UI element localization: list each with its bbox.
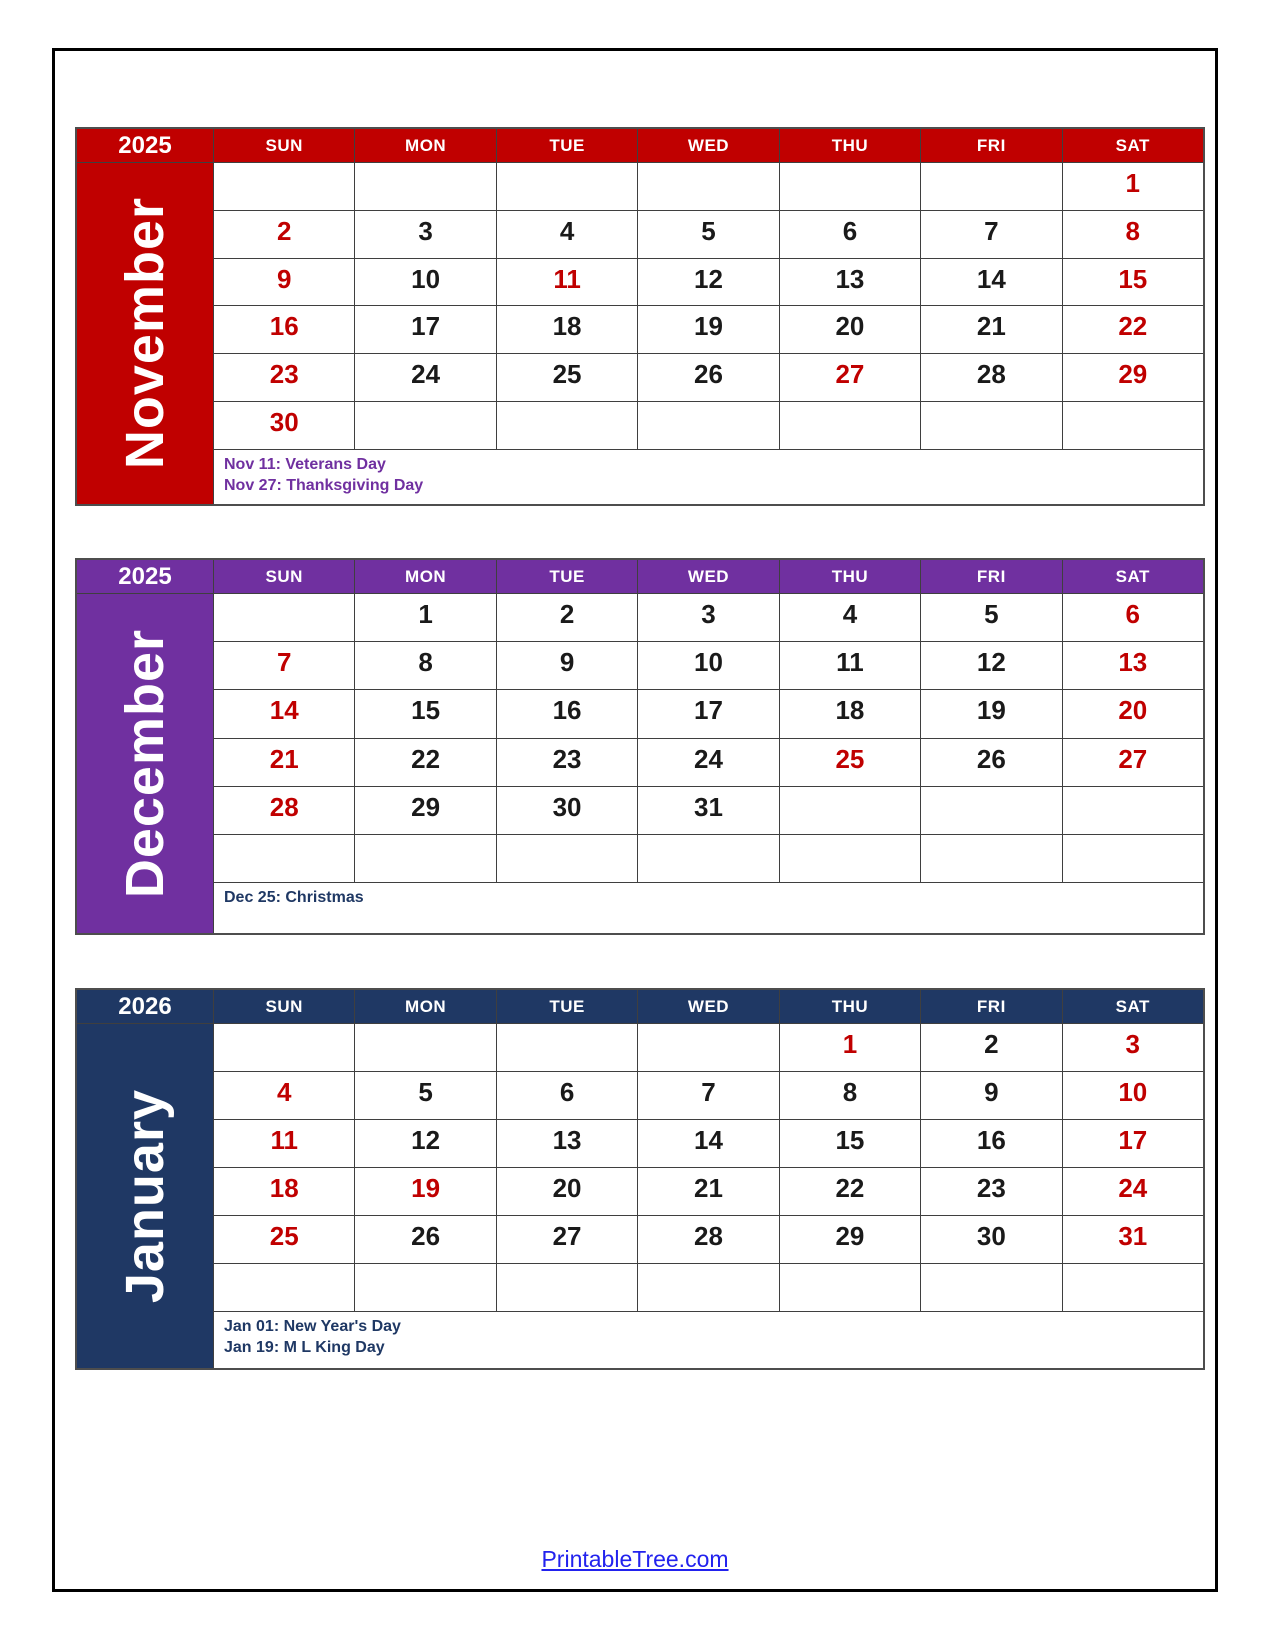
day-cell-empty <box>780 787 920 834</box>
day-number: 4 <box>559 215 575 246</box>
day-number: 22 <box>835 1173 865 1203</box>
day-number: 11 <box>836 647 864 678</box>
day-number: 16 <box>976 1125 1006 1155</box>
day-cell-empty <box>497 1264 637 1311</box>
day-cell-empty <box>638 835 778 882</box>
day-cell-empty <box>355 402 495 449</box>
day-number: 3 <box>418 215 433 246</box>
day-number: 31 <box>1118 1221 1148 1251</box>
day-number: 19 <box>976 695 1006 726</box>
day-cell-november-22 <box>1063 306 1203 353</box>
day-cell-empty <box>214 594 354 641</box>
day-cell-november-25 <box>497 354 637 401</box>
day-cell-january-1 <box>780 1024 920 1071</box>
day-cell-november-20 <box>780 306 920 353</box>
day-cell-empty <box>214 163 354 210</box>
day-number: 20 <box>552 1173 582 1203</box>
day-number: 10 <box>411 263 441 294</box>
day-number: 24 <box>411 359 441 390</box>
day-cell-december-14 <box>214 690 354 737</box>
calendar-january-2026 <box>75 988 1205 1370</box>
day-number: 31 <box>694 791 723 822</box>
weekday-header-tue: TUE <box>497 990 637 1023</box>
day-cell-december-21 <box>214 739 354 786</box>
weekday-header-mon: MON <box>355 129 495 162</box>
day-number: 26 <box>694 359 723 390</box>
day-cell-january-8 <box>780 1072 920 1119</box>
day-cell-december-30 <box>497 787 637 834</box>
day-number: 13 <box>552 1125 582 1155</box>
day-cell-december-22 <box>355 739 495 786</box>
day-cell-empty <box>497 163 637 210</box>
day-number: 29 <box>835 1221 865 1251</box>
day-number: 13 <box>1118 647 1148 678</box>
day-cell-january-29 <box>780 1216 920 1263</box>
day-cell-january-3 <box>1063 1024 1203 1071</box>
day-cell-january-14 <box>638 1120 778 1167</box>
holiday-notes <box>214 1312 1203 1368</box>
weekday-header-mon: MON <box>355 990 495 1023</box>
day-cell-november-24 <box>355 354 495 401</box>
day-number: 7 <box>701 1077 716 1107</box>
day-cell-january-24 <box>1063 1168 1203 1215</box>
day-cell-december-5 <box>921 594 1061 641</box>
day-cell-december-15 <box>355 690 495 737</box>
year-label: 2025 <box>77 560 213 593</box>
holiday-note: Jan 19: M L King Day <box>224 1338 385 1356</box>
day-number: 2 <box>984 1029 999 1059</box>
day-cell-empty <box>638 1264 778 1311</box>
weekday-header-thu: THU <box>780 560 920 593</box>
day-cell-november-6 <box>780 211 920 258</box>
weekday-header-fri: FRI <box>921 129 1061 162</box>
day-cell-november-3 <box>355 211 495 258</box>
day-number: 5 <box>984 599 999 629</box>
day-number: 25 <box>835 743 865 774</box>
weekday-header-sun: SUN <box>214 990 354 1023</box>
day-number: 16 <box>269 311 299 342</box>
day-cell-november-14 <box>921 259 1061 306</box>
day-number: 8 <box>418 647 433 678</box>
day-cell-november-29 <box>1063 354 1203 401</box>
day-cell-empty <box>214 1264 354 1311</box>
day-number: 20 <box>1118 695 1148 726</box>
day-number: 30 <box>269 407 299 438</box>
day-cell-empty <box>780 402 920 449</box>
day-cell-empty <box>355 835 495 882</box>
day-cell-november-15 <box>1063 259 1203 306</box>
day-cell-november-13 <box>780 259 920 306</box>
day-cell-december-3 <box>638 594 778 641</box>
holiday-notes <box>214 883 1203 933</box>
calendar-grid <box>75 988 1205 1370</box>
day-cell-november-7 <box>921 211 1061 258</box>
day-number: 4 <box>276 1077 292 1107</box>
day-number: 19 <box>694 311 723 342</box>
day-number: 15 <box>1118 263 1148 294</box>
holiday-note: Nov 27: Thanksgiving Day <box>224 476 424 494</box>
day-cell-december-4 <box>780 594 920 641</box>
day-cell-empty <box>780 1264 920 1311</box>
day-cell-november-18 <box>497 306 637 353</box>
day-cell-january-4 <box>214 1072 354 1119</box>
day-cell-november-9 <box>214 259 354 306</box>
day-number: 21 <box>694 1173 723 1203</box>
day-number: 30 <box>976 1221 1006 1251</box>
day-number: 9 <box>276 263 292 294</box>
day-number: 21 <box>269 743 299 774</box>
day-cell-january-18 <box>214 1168 354 1215</box>
day-cell-november-10 <box>355 259 495 306</box>
day-number: 17 <box>694 695 723 726</box>
day-number: 28 <box>694 1221 723 1251</box>
holiday-note: Dec 25: Christmas <box>224 889 364 906</box>
day-cell-empty <box>921 163 1061 210</box>
day-cell-empty <box>780 835 920 882</box>
month-name-block <box>77 594 213 933</box>
day-cell-empty <box>638 1024 778 1071</box>
day-cell-january-11 <box>214 1120 354 1167</box>
day-cell-january-5 <box>355 1072 495 1119</box>
day-number: 22 <box>411 743 441 774</box>
month-name-label: December <box>115 628 175 899</box>
weekday-header-tue: TUE <box>497 129 637 162</box>
weekday-header-sun: SUN <box>214 129 354 162</box>
day-cell-january-19 <box>355 1168 495 1215</box>
day-number: 23 <box>552 743 582 774</box>
day-number: 8 <box>1125 215 1141 246</box>
day-cell-empty <box>1063 835 1203 882</box>
day-cell-january-31 <box>1063 1216 1203 1263</box>
day-cell-december-18 <box>780 690 920 737</box>
day-cell-january-10 <box>1063 1072 1203 1119</box>
day-cell-january-6 <box>497 1072 637 1119</box>
day-cell-empty <box>921 1264 1061 1311</box>
day-number: 1 <box>1125 168 1141 198</box>
day-number: 27 <box>552 1221 582 1251</box>
day-cell-december-11 <box>780 642 920 689</box>
printabletree-link[interactable]: PrintableTree.com <box>541 1546 729 1572</box>
day-number: 23 <box>976 1173 1006 1203</box>
day-number: 27 <box>1118 743 1148 774</box>
day-cell-december-31 <box>638 787 778 834</box>
day-cell-january-7 <box>638 1072 778 1119</box>
day-cell-december-6 <box>1063 594 1203 641</box>
day-number: 3 <box>701 599 716 629</box>
day-cell-empty <box>921 835 1061 882</box>
day-cell-january-15 <box>780 1120 920 1167</box>
weekday-header-mon: MON <box>355 560 495 593</box>
day-cell-empty <box>497 402 637 449</box>
day-cell-empty <box>355 163 495 210</box>
day-number: 3 <box>1125 1029 1141 1059</box>
day-number: 12 <box>411 1125 441 1155</box>
weekday-header-thu: THU <box>780 129 920 162</box>
weekday-header-wed: WED <box>638 990 778 1023</box>
day-cell-january-21 <box>638 1168 778 1215</box>
day-cell-november-11 <box>497 259 637 306</box>
day-cell-december-13 <box>1063 642 1203 689</box>
weekday-header-fri: FRI <box>921 990 1061 1023</box>
day-number: 1 <box>842 1029 858 1059</box>
day-number: 8 <box>842 1077 858 1107</box>
day-number: 15 <box>835 1125 865 1155</box>
calendar-december-2025 <box>75 558 1205 935</box>
day-cell-december-28 <box>214 787 354 834</box>
year-label: 2025 <box>77 129 213 162</box>
day-cell-january-26 <box>355 1216 495 1263</box>
day-cell-december-23 <box>497 739 637 786</box>
day-cell-december-16 <box>497 690 637 737</box>
day-cell-november-17 <box>355 306 495 353</box>
day-cell-empty <box>214 1024 354 1071</box>
day-cell-december-19 <box>921 690 1061 737</box>
day-cell-november-21 <box>921 306 1061 353</box>
day-cell-january-23 <box>921 1168 1061 1215</box>
day-number: 9 <box>559 647 575 678</box>
day-cell-january-2 <box>921 1024 1061 1071</box>
day-number: 13 <box>835 263 865 294</box>
month-name-label: November <box>115 197 175 470</box>
day-number: 4 <box>842 599 858 629</box>
day-cell-empty <box>638 402 778 449</box>
weekday-header-wed: WED <box>638 560 778 593</box>
day-cell-january-30 <box>921 1216 1061 1263</box>
day-number: 7 <box>276 647 292 678</box>
day-number: 11 <box>553 263 581 294</box>
day-cell-january-16 <box>921 1120 1061 1167</box>
day-cell-empty <box>921 787 1061 834</box>
day-cell-november-19 <box>638 306 778 353</box>
day-cell-empty <box>1063 1264 1203 1311</box>
weekday-header-fri: FRI <box>921 560 1061 593</box>
weekday-header-wed: WED <box>638 129 778 162</box>
calendar-grid <box>75 127 1205 506</box>
holiday-notes <box>214 450 1203 504</box>
day-cell-empty <box>1063 787 1203 834</box>
day-number: 2 <box>276 215 292 246</box>
day-cell-empty <box>497 1024 637 1071</box>
day-number: 9 <box>984 1077 999 1107</box>
day-number: 18 <box>552 311 582 342</box>
day-number: 25 <box>552 359 582 390</box>
day-number: 16 <box>552 695 582 726</box>
day-cell-november-30 <box>214 402 354 449</box>
day-number: 26 <box>976 743 1006 774</box>
day-cell-empty <box>1063 402 1203 449</box>
day-cell-december-7 <box>214 642 354 689</box>
day-number: 12 <box>976 647 1006 678</box>
day-number: 2 <box>559 599 575 629</box>
day-cell-november-5 <box>638 211 778 258</box>
day-cell-january-25 <box>214 1216 354 1263</box>
calendar-november-2025 <box>75 127 1205 506</box>
month-name-block <box>77 163 213 504</box>
day-cell-january-13 <box>497 1120 637 1167</box>
day-cell-january-9 <box>921 1072 1061 1119</box>
day-cell-december-25 <box>780 739 920 786</box>
day-number: 6 <box>559 1077 575 1107</box>
year-label: 2026 <box>77 990 213 1023</box>
day-cell-january-17 <box>1063 1120 1203 1167</box>
day-number: 12 <box>694 263 723 294</box>
day-cell-empty <box>214 835 354 882</box>
page-footer <box>52 1546 1218 1573</box>
day-cell-december-2 <box>497 594 637 641</box>
calendar-grid <box>75 558 1205 935</box>
day-number: 5 <box>701 215 716 246</box>
day-number: 23 <box>269 359 299 390</box>
day-number: 11 <box>270 1125 298 1155</box>
day-cell-december-29 <box>355 787 495 834</box>
day-cell-december-24 <box>638 739 778 786</box>
day-cell-november-26 <box>638 354 778 401</box>
day-number: 24 <box>694 743 723 774</box>
day-cell-empty <box>780 163 920 210</box>
day-number: 26 <box>411 1221 441 1251</box>
weekday-header-tue: TUE <box>497 560 637 593</box>
day-cell-empty <box>638 163 778 210</box>
day-number: 17 <box>411 311 441 342</box>
day-cell-november-12 <box>638 259 778 306</box>
day-number: 20 <box>835 311 865 342</box>
day-number: 10 <box>694 647 723 678</box>
day-number: 7 <box>984 215 999 246</box>
day-number: 22 <box>1118 311 1148 342</box>
day-cell-december-17 <box>638 690 778 737</box>
day-number: 19 <box>411 1173 441 1203</box>
day-cell-december-26 <box>921 739 1061 786</box>
day-cell-january-28 <box>638 1216 778 1263</box>
day-cell-november-1 <box>1063 163 1203 210</box>
day-number: 28 <box>976 359 1006 390</box>
day-number: 10 <box>1118 1077 1148 1107</box>
weekday-header-sat: SAT <box>1063 560 1203 593</box>
day-cell-empty <box>355 1024 495 1071</box>
day-cell-january-20 <box>497 1168 637 1215</box>
day-cell-november-28 <box>921 354 1061 401</box>
day-number: 18 <box>835 695 865 726</box>
day-cell-january-27 <box>497 1216 637 1263</box>
day-number: 14 <box>976 263 1006 294</box>
day-number: 15 <box>411 695 441 726</box>
day-cell-empty <box>355 1264 495 1311</box>
day-cell-november-27 <box>780 354 920 401</box>
holiday-note: Jan 01: New Year's Day <box>224 1318 401 1335</box>
day-number: 25 <box>269 1221 299 1251</box>
day-cell-december-27 <box>1063 739 1203 786</box>
month-name-label: January <box>115 1088 175 1304</box>
day-number: 6 <box>1125 599 1141 629</box>
day-cell-december-10 <box>638 642 778 689</box>
holiday-note: Nov 11: Veterans Day <box>224 455 386 473</box>
day-cell-november-4 <box>497 211 637 258</box>
weekday-header-sat: SAT <box>1063 990 1203 1023</box>
weekday-header-thu: THU <box>780 990 920 1023</box>
day-cell-january-22 <box>780 1168 920 1215</box>
day-number: 27 <box>835 359 865 390</box>
day-cell-empty <box>921 402 1061 449</box>
day-cell-december-1 <box>355 594 495 641</box>
day-number: 14 <box>694 1125 723 1155</box>
day-number: 1 <box>418 599 433 629</box>
day-cell-january-12 <box>355 1120 495 1167</box>
day-cell-empty <box>497 835 637 882</box>
day-number: 6 <box>842 215 858 246</box>
day-cell-november-16 <box>214 306 354 353</box>
day-cell-december-9 <box>497 642 637 689</box>
day-cell-december-20 <box>1063 690 1203 737</box>
day-number: 28 <box>269 791 299 822</box>
day-number: 24 <box>1118 1173 1148 1203</box>
day-cell-november-8 <box>1063 211 1203 258</box>
month-name-block <box>77 1024 213 1368</box>
day-cell-november-23 <box>214 354 354 401</box>
day-number: 17 <box>1118 1125 1148 1155</box>
day-number: 21 <box>976 311 1006 342</box>
day-number: 5 <box>418 1077 433 1107</box>
day-number: 14 <box>269 695 299 726</box>
day-number: 29 <box>1118 359 1148 390</box>
day-number: 30 <box>552 791 582 822</box>
weekday-header-sun: SUN <box>214 560 354 593</box>
day-number: 18 <box>269 1173 299 1203</box>
day-cell-december-12 <box>921 642 1061 689</box>
day-cell-november-2 <box>214 211 354 258</box>
day-cell-december-8 <box>355 642 495 689</box>
day-number: 29 <box>411 791 441 822</box>
weekday-header-sat: SAT <box>1063 129 1203 162</box>
